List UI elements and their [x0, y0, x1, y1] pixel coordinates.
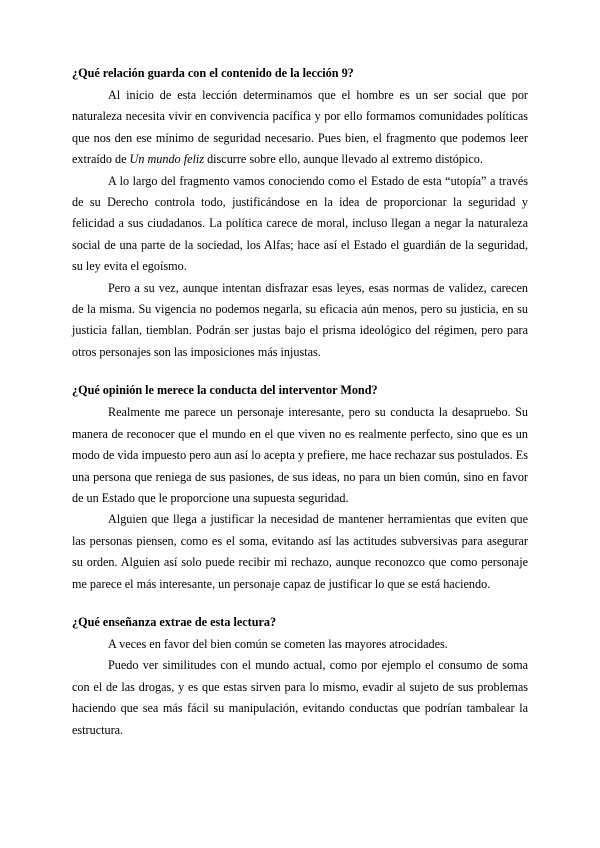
section-lesson-learned — [72, 613, 528, 741]
book-title: Un mundo feliz — [129, 152, 205, 167]
section-heading: ¿Qué enseñanza extrae de esta lectura? — [72, 614, 277, 629]
section-heading: ¿Qué opinión le merece la conducta del interventor Mond? — [72, 383, 378, 398]
paragraph-text: discurre sobre ello, aunque llevado al extremo distópico. — [204, 152, 483, 167]
paragraph — [72, 85, 528, 171]
paragraph: Realmente me parece un personaje interesante, pero su conducta la desapruebo. Su manera de reconocer que el mundo en el que viven no es realmente perfecto, sino que es un modo de vida impuesto pero aun así lo acepta y prefiere, me hace rechazar sus postulados. Es una persona que reniega de sus pasiones, de sus ideas, no para un bien común, sino en favor de un Estado que le proporcione una supuesta seguridad. — [72, 405, 528, 505]
paragraph: Pero a su vez, aunque intentan disfrazar esas leyes, esas normas de validez, carecen de la misma. Su vigencia no podemos negarla, su eficacia aún menos, pero su justicia, en su justicia fallan, tiemblan. Podrán ser justas bajo el prisma ideológico del régimen, pero para otros personajes son las imposiciones más injustas. — [72, 280, 528, 359]
section-relation-lesson-9 — [72, 64, 528, 363]
section-heading: ¿Qué relación guarda con el contenido de la lección 9? — [72, 66, 354, 80]
section-opinion-mond — [72, 381, 528, 595]
paragraph: A lo largo del fragmento vamos conociendo como el Estado de esta “utopía” a través de su Derecho controla todo, justificándose en la idea de proporcionar la seguridad y felicidad a sus ciudadanos. La política carece de moral, incluso llegan a negar la naturaleza social de una parte de la sociedad, los Alfas; hace así el Estado el guardián de la seguridad, su ley evita el egoísmo. — [72, 173, 528, 274]
paragraph: A veces en favor del bien común se cometen las mayores atrocidades. — [108, 636, 448, 651]
paragraph-text: Al inicio de esta lección determinamos que el hombre es un ser social que por naturaleza necesita vivir en convivencia pacífica y por ello formamos comunidades políticas que nos den ese mínimo de seguridad necesario. Pues bien, el fragmento que podemos leer extraído de — [72, 88, 528, 167]
paragraph: Alguien que llega a justificar la necesidad de mantener herramientas que eviten que las personas piensen, como es el soma, evitando así las actitudes subversivas para asegurar su orden. Alguien así solo puede recibir mi rechazo, aunque reconozco que como personaje me parece el más interesante, un personaje capaz de justificar lo que se está haciendo. — [72, 512, 528, 591]
paragraph: Puedo ver similitudes con el mundo actual, como por ejemplo el consumo de soma con el de las drogas, y es que estas sirven para lo mismo, evadir al sujeto de sus problemas haciendo que sea más fácil su manipulación, evitando conductas que podrían tambalear la estructura. — [72, 658, 528, 737]
